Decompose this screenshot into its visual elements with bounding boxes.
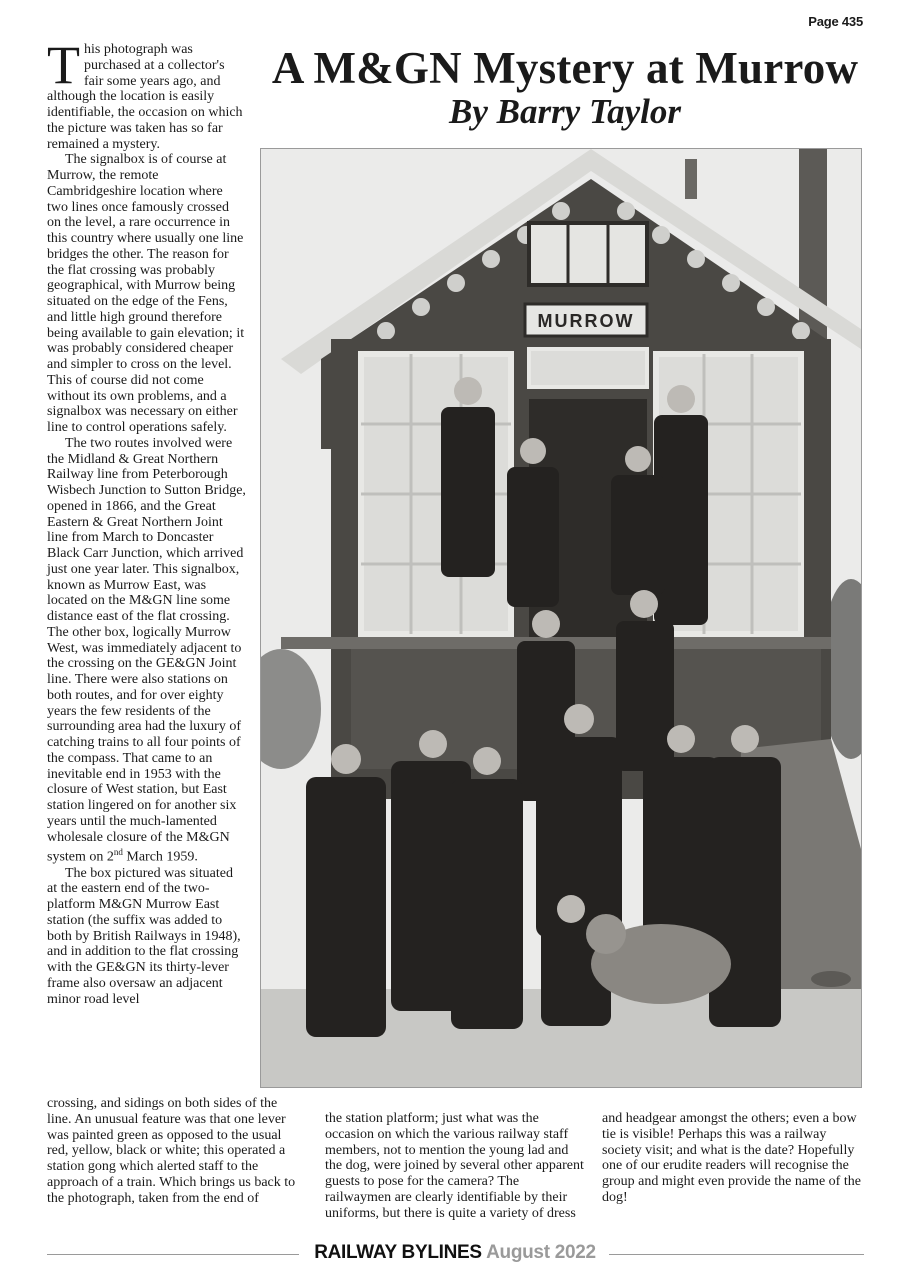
paragraph-4: The box pictured was situated at the eastern end of the two-platform M&GN Murrow East station (the suffix was added to both by British Railways in 1948), and in addition to the flat crossing with the GE&GN its thirty-lever frame also oversaw an adjacent minor road level <box>47 865 241 1007</box>
paragraph-3 <box>47 436 246 866</box>
paragraph-2: The signalbox is of course at Murrow, the remote Cambridgeshire location where two lines once famously crossed on the level, a rare occurrence in this country where usually one line bridges the other. The reason for the flat crossing was probably geographical, with Murrow being situated on the edge of the Fens, and little high ground therefore being available to gain elevation; it was probably considered cheaper and simpler to cross on the level. This of course did not come without its own problems, and a signalbox was necessary on either line to control operations safely. <box>47 152 245 435</box>
footer-rule-left <box>47 1254 299 1255</box>
article-column-3: and headgear amongst the others; even a bow tie is visible! Perhaps this was a railway society visit; and what is the date? Hopefully one of our erudite readers will recognise the group and might even provide the name of the dog! <box>602 1111 861 1205</box>
nameboard-text: MURROW <box>537 311 635 331</box>
ordinal-suffix: nd <box>113 847 123 858</box>
article-title: A M&GN Mystery at Murrow <box>271 43 859 93</box>
paragraph-4-continued: crossing, and sidings on both sides of the line. An unusual feature was that one lever was painted green as opposed to the usual red, yellow, black or white; this operated a station gong which alerted staff to the approach of a train. Which brings us back to the photograph, taken from the end of <box>47 1096 296 1206</box>
paragraph-1 <box>47 35 246 152</box>
article-column-1 <box>47 35 246 1007</box>
page-number: Page 435 <box>808 14 863 29</box>
drop-cap: T <box>47 35 80 95</box>
hat-on-platform <box>811 971 851 987</box>
magazine-name: RAILWAY BYLINES <box>314 1242 482 1263</box>
gable-window <box>529 223 647 285</box>
article-column-2: the station platform; just what was the occasion on which the various railway staff members, not to mention the young lad and the dog, were joined by several other apparent guests to pose for the camera? The railwaymen are clearly identifiable by their uniforms, but there is quite a variety of dress <box>325 1111 584 1221</box>
issue-date: August 2022 <box>486 1242 596 1263</box>
paragraph-1-text: his photograph was purchased at a collector's fair some years ago, and although the location is easily identifiable, the occasion on which the picture was taken has so far remained a mystery. <box>47 42 243 152</box>
paragraph-3-end: March 1959. <box>122 849 198 865</box>
photo-illustration <box>261 149 861 1087</box>
footer-rule-right <box>609 1254 864 1255</box>
article-byline: By Barry Taylor <box>448 92 682 131</box>
signalbox-photograph <box>260 148 862 1088</box>
paragraph-3-text: The two routes involved were the Midland & Great Northern Railway line from Peterborough Wisbech Junction to Sutton Bridge, opened in 1866, and the Great Eastern & Great Northern Joint line from March to Doncaster Black Carr Junction, which arrived just one year later. This signalbox, known as Murrow East, was located on the M&GN line some distance east of the flat crossing. The other box, logically Murrow West, was immediately adjacent to the crossing on the GE&GN Joint line. There were also stations on both routes, and for over eighty years the few residents of the surrounding area had the luxury of catching trains to all four points of the compass. That came to an inevitable end in 1953 with the closure of West station, but East station lingered on for another six years until the much-lamented wholesale closure of the M&GN system on 2 <box>47 435 246 865</box>
footer <box>300 1240 610 1266</box>
